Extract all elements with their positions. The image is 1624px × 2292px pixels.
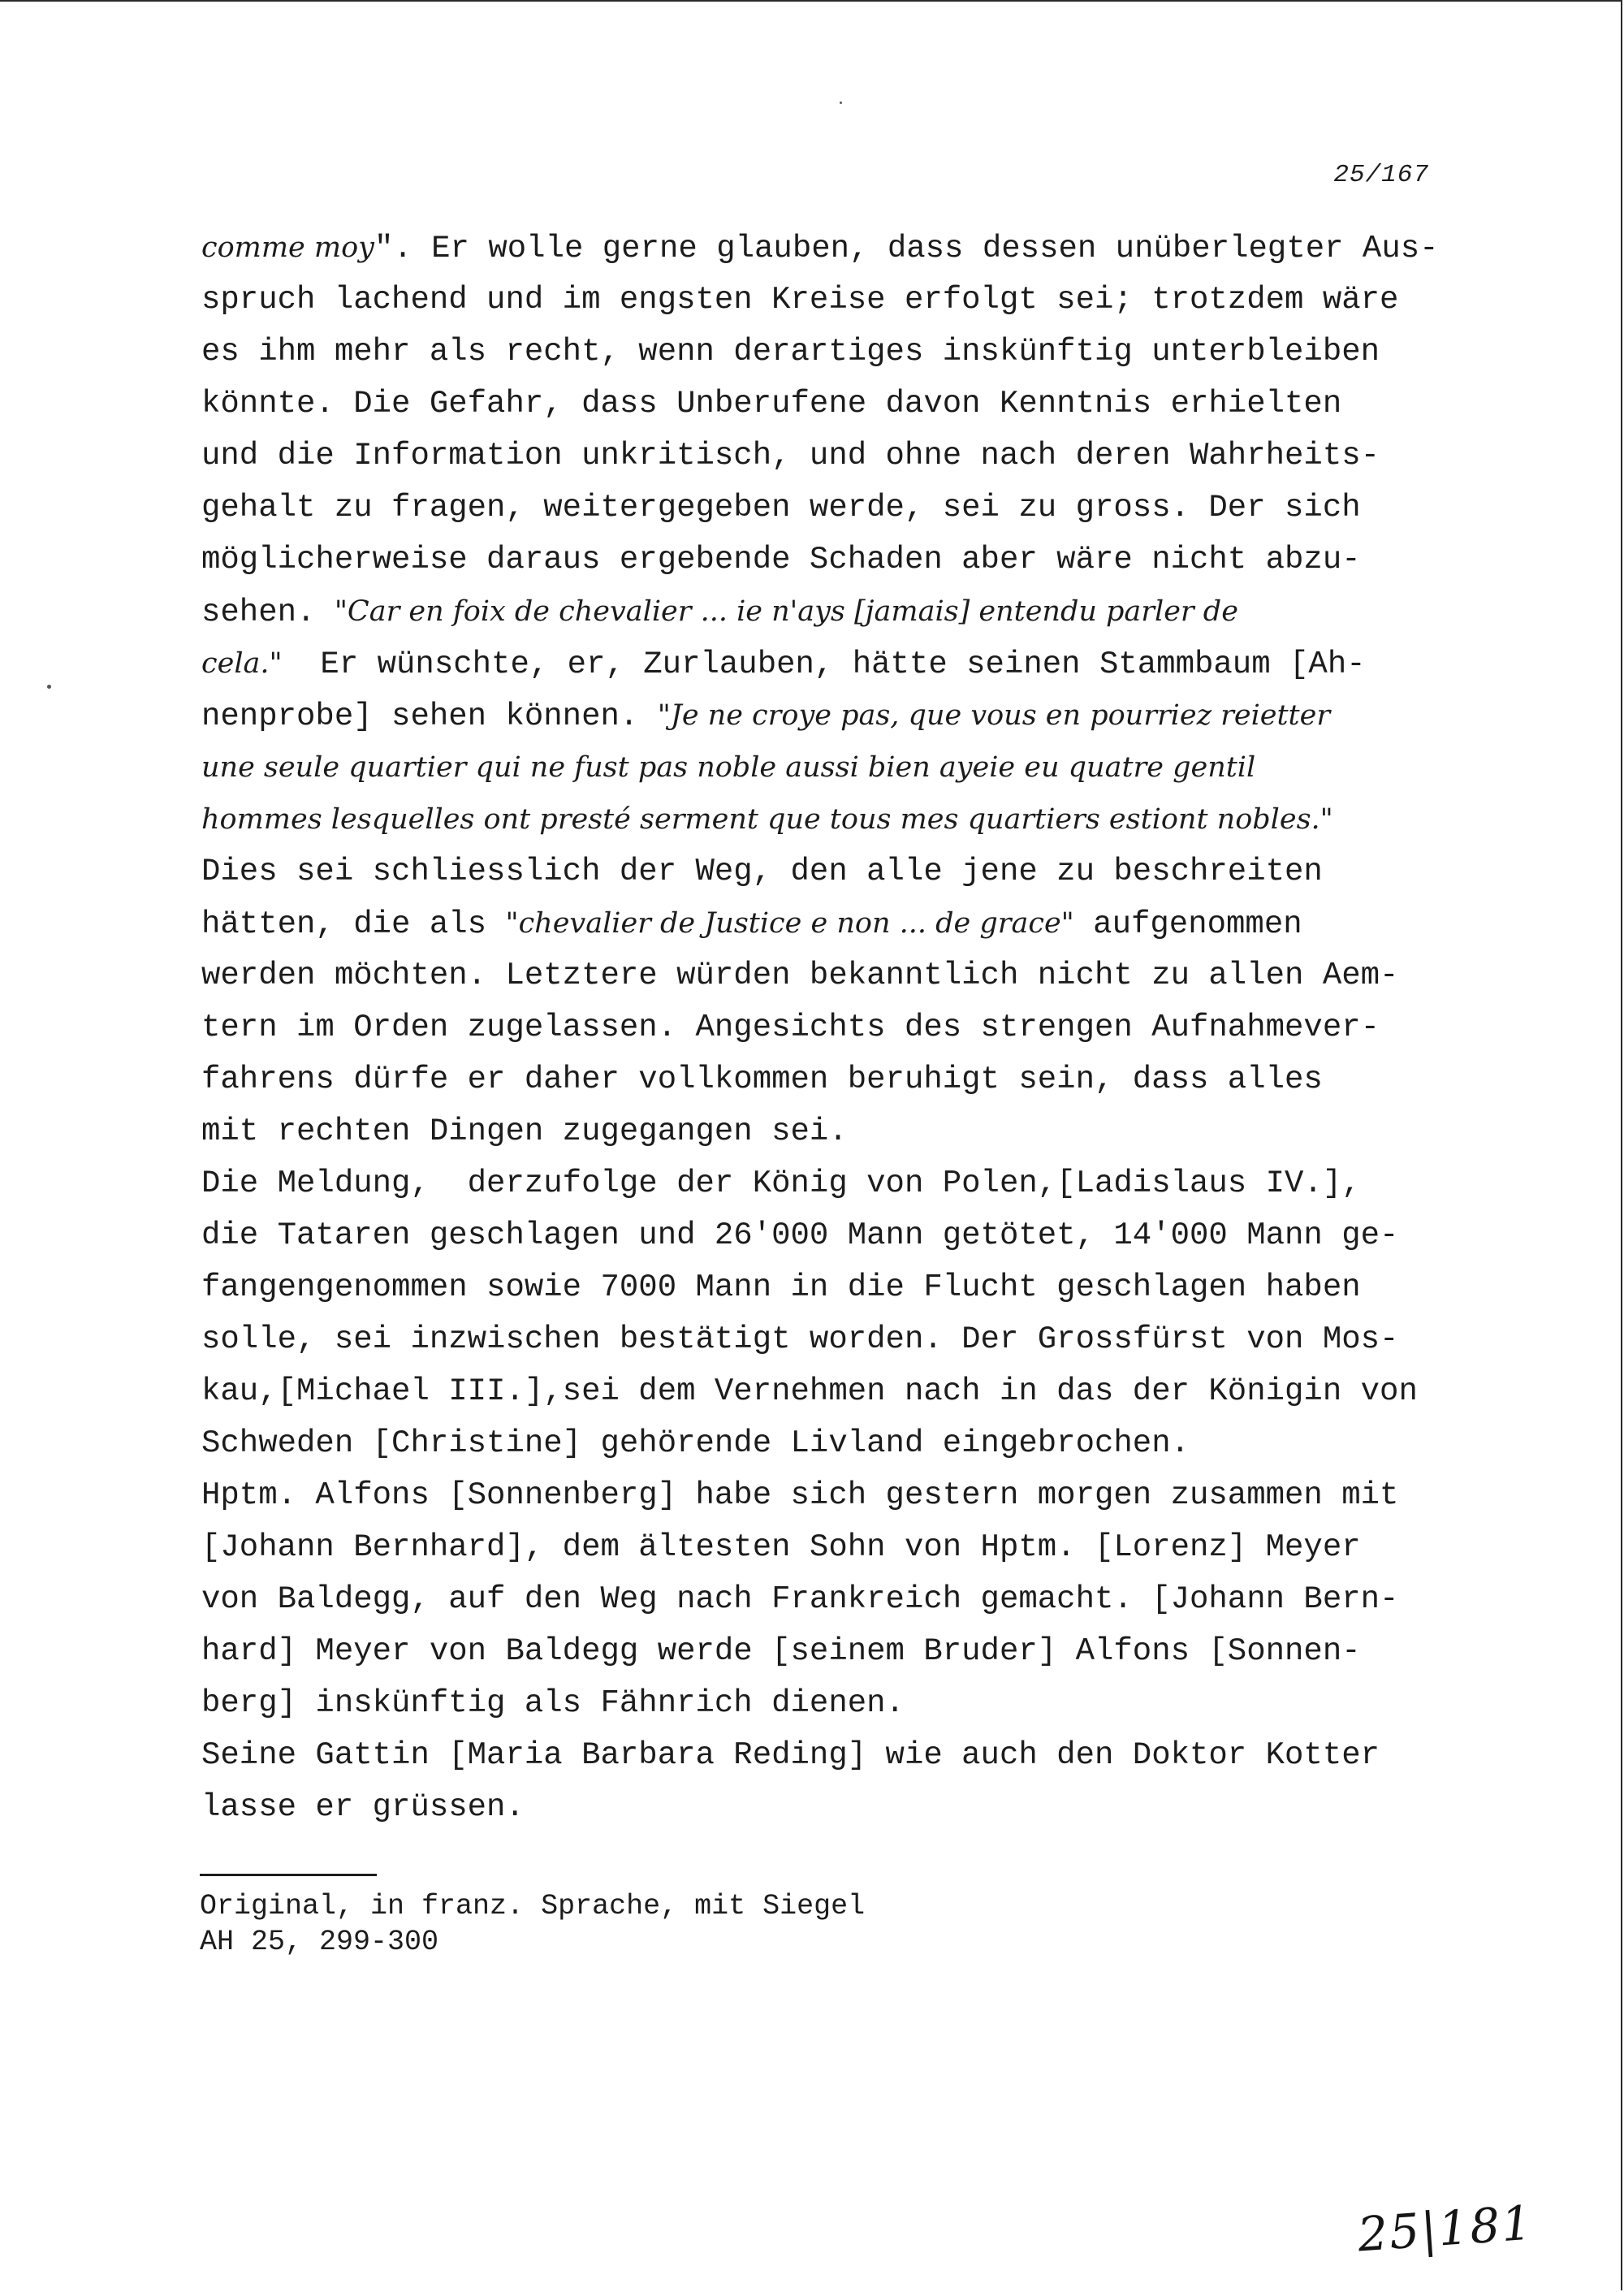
text-segment: Dies sei schliesslich der Weg, den alle jene zu beschreiten xyxy=(201,854,1323,889)
text-segment: berg] inskünftig als Fähnrich dienen. xyxy=(201,1685,905,1721)
footnote-reference: AH 25, 299-300 xyxy=(200,1926,439,1958)
text-segment: kau,[Michael III.],sei dem Vernehmen nach in das der Königin von xyxy=(201,1373,1418,1409)
text-segment: [Johann Bernhard], dem ältesten Sohn von Hptm. [Lorenz] Meyer xyxy=(201,1529,1361,1565)
text-line xyxy=(201,1001,1468,1053)
text-segment: es ihm mehr als recht, wenn derartiges inskünftig unterbleiben xyxy=(201,334,1380,370)
text-segment: lasse er grüssen. xyxy=(201,1789,525,1825)
text-line xyxy=(201,1521,1468,1573)
text-line xyxy=(201,1209,1468,1261)
letter-body xyxy=(201,222,1468,1833)
text-line xyxy=(201,482,1468,534)
text-segment: Schweden [Christine] gehörende Livland eingebrochen. xyxy=(201,1425,1190,1461)
scan-speck xyxy=(47,685,51,689)
quoted-french-text: cela." xyxy=(201,647,283,680)
text-line xyxy=(201,897,1468,949)
text-line xyxy=(201,326,1468,378)
footnote-source: Original, in franz. Sprache, mit Siegel xyxy=(200,1890,866,1922)
quoted-french-text: comme moy xyxy=(201,231,374,264)
text-segment: Hptm. Alfons [Sonnenberg] habe sich gestern morgen zusammen mit xyxy=(201,1477,1399,1513)
text-segment: von Baldegg, auf den Weg nach Frankreich gemacht. [Johann Bern- xyxy=(201,1581,1399,1617)
scan-speck xyxy=(840,102,842,104)
text-segment: fahrens dürfe er daher vollkommen beruhigt sein, dass alles xyxy=(201,1062,1323,1097)
text-segment: mit rechten Dingen zugegangen sei. xyxy=(201,1114,848,1149)
text-line xyxy=(201,1313,1468,1365)
text-line xyxy=(201,1781,1468,1833)
text-line xyxy=(201,690,1468,742)
text-line xyxy=(201,794,1468,845)
text-line xyxy=(201,845,1468,897)
text-segment: Die Meldung, derzufolge der König von Polen,[Ladislaus IV.], xyxy=(201,1165,1361,1201)
text-segment: könnte. Die Gefahr, dass Unberufene davon Kenntnis erhielten xyxy=(201,386,1342,422)
text-line xyxy=(201,1625,1468,1677)
text-segment: Seine Gattin [Maria Barbara Reding] wie auch den Doktor Kotter xyxy=(201,1737,1380,1773)
quoted-french-text: "chevalier de Justice e non ... de grace" xyxy=(505,907,1074,940)
text-segment: die Tataren geschlagen und 26'000 Mann getötet, 14'000 Mann ge- xyxy=(201,1217,1399,1253)
text-line xyxy=(201,1573,1468,1625)
text-line xyxy=(201,378,1468,430)
text-line xyxy=(201,1365,1468,1417)
handwritten-archive-number: 25|181 xyxy=(1355,2195,1535,2263)
text-segment: ". Er wolle gerne glauben, dass dessen unüberlegter Aus- xyxy=(374,231,1439,266)
text-line xyxy=(201,1261,1468,1313)
text-segment: und die Information unkritisch, und ohne nach deren Wahrheits- xyxy=(201,438,1380,474)
text-line xyxy=(201,638,1468,690)
text-line xyxy=(201,1417,1468,1469)
text-segment: möglicherweise daraus ergebende Schaden aber wäre nicht abzu- xyxy=(201,542,1361,577)
text-segment: spruch lachend und im engsten Kreise erfolgt sei; trotzdem wäre xyxy=(201,282,1399,318)
text-segment: solle, sei inzwischen bestätigt worden. Der Grossfürst von Mos- xyxy=(201,1321,1399,1357)
text-line xyxy=(201,1677,1468,1729)
text-segment: tern im Orden zugelassen. Angesichts des strengen Aufnahmever- xyxy=(201,1010,1380,1045)
text-line xyxy=(201,1729,1468,1781)
text-line xyxy=(201,534,1468,586)
text-segment: aufgenommen xyxy=(1073,906,1302,942)
text-segment: werden möchten. Letztere würden bekanntlich nicht zu allen Aem- xyxy=(201,958,1399,993)
text-line xyxy=(201,274,1468,326)
text-segment: hard] Meyer von Baldegg werde [seinem Bruder] Alfons [Sonnen- xyxy=(201,1633,1361,1669)
text-segment: fangengenommen sowie 7000 Mann in die Flucht geschlagen haben xyxy=(201,1269,1361,1305)
text-line xyxy=(201,1469,1468,1521)
text-segment: sehen. xyxy=(201,595,335,630)
quoted-french-text: hommes lesquelles ont presté serment que tous mes quartiers estiont nobles." xyxy=(201,803,1333,836)
text-line xyxy=(201,949,1468,1001)
text-line xyxy=(201,222,1468,274)
text-line xyxy=(201,1105,1468,1157)
page-number: 25/167 xyxy=(1333,161,1429,189)
text-segment: hätten, die als xyxy=(201,906,506,942)
quoted-french-text: "Je ne croye pas, que vous en pourriez reietter xyxy=(657,699,1331,732)
text-line xyxy=(201,1053,1468,1105)
quoted-french-text: une seule quartier qui ne fust pas noble aussi bien ayeie eu quatre gentil xyxy=(201,751,1256,784)
text-line xyxy=(201,430,1468,482)
text-line xyxy=(201,1157,1468,1209)
quoted-french-text: "Car en foix de chevalier ... ie n'ays [jamais] entendu parler de xyxy=(334,595,1238,628)
text-line xyxy=(201,742,1468,794)
footnotes xyxy=(200,1888,865,1960)
text-segment: gehalt zu fragen, weitergegeben werde, sei zu gross. Der sich xyxy=(201,490,1361,525)
footnote-rule xyxy=(200,1874,377,1876)
text-segment: nenprobe] sehen können. xyxy=(201,698,658,734)
text-line xyxy=(201,586,1468,638)
text-segment: Er wünschte, er, Zurlauben, hätte seinen Stammbaum [Ah- xyxy=(282,647,1366,682)
